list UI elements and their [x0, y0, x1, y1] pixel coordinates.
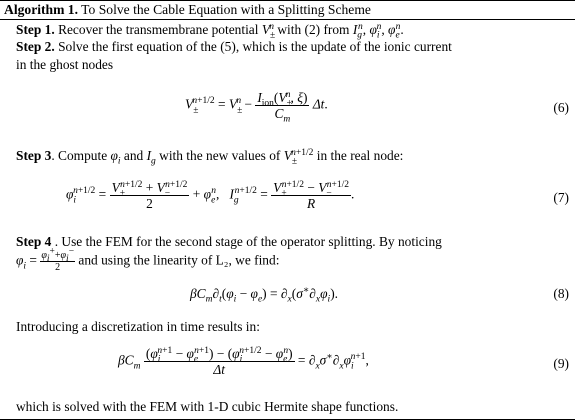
- equation-9: $\beta C_m$ $\frac{(\varphi_i^{n+1} - \varphi_e^{n+1}) - (\varphi_i^{n+1/2} - \varphi_e^n)}{\Delta t}$ = $\partial_x\sigma^∗\partial_x\varphi_i^{n+1}$,: [118, 345, 369, 377]
- eq7-number: (7): [553, 190, 569, 205]
- step2-line-b: [16, 56, 113, 73]
- equation-7: $\varphi_i^{n+1/2}$ = $\frac{V_+^{n+1/2} + V_-^{n+1/2}}{2}$ + $\varphi_e^n$, $I_g^{n+1/2}$ = $\frac{V_+^{n+1/2} - V_-^{n+1/2}}{R}$ .: [66, 179, 355, 211]
- equation-6: $V_\pm^{n+1/2} = V_\pm^n$ − $\frac{I_{ion}(V_\pm^n, \xi)}{C_m}$ Δt.: [185, 89, 328, 125]
- algorithm-title-text: To Solve the Cable Equation with a Splitting Scheme: [81, 2, 371, 17]
- step3-line: [16, 147, 404, 167]
- step3-text: . Compute $\varphi_i$ and $I_g$ with the new values of $V_\pm^{n+1/2}$ in the real node:: [51, 147, 404, 167]
- step1-text: Recover the transmembrane potential $V_\pm^n$ with (2) from $I_g^n$, $\varphi_i^n$, $\varphi_e^n$.: [58, 21, 404, 41]
- closing-text: which is solved with the FEM with 1-D cubic Hermite shape functions.: [16, 399, 399, 414]
- equation-8: $\beta C_m\partial_t(\varphi_i - \varphi_e) = \partial_x(\sigma^∗\partial_x\varphi_i)$.: [190, 285, 338, 305]
- discretization-line: [16, 318, 260, 335]
- step4-text-a: . Use the FEM for the second stage of the operator splitting. By noticing: [54, 234, 442, 249]
- eq8-number: (8): [553, 286, 569, 301]
- step2-text-a: Solve the first equation of the (5), which is the update of the ionic current: [58, 39, 452, 54]
- step2-line: [16, 38, 452, 55]
- step1-label: Step 1.: [16, 22, 55, 37]
- algorithm-label: Algorithm 1.: [4, 2, 79, 17]
- step4-label: Step 4: [16, 234, 52, 249]
- eq9-number: (9): [553, 356, 569, 371]
- eq6-number: (6): [553, 100, 569, 115]
- step4-line-b: $\varphi_i$ = $\frac{\varphi_i^++\varphi_i^-}{2}$ and using the linearity of L₂, we find:: [16, 246, 280, 273]
- algorithm-title: [4, 1, 371, 19]
- step2-text-b: in the ghost nodes: [16, 57, 114, 72]
- step1-line: [16, 21, 404, 41]
- step3-label: Step 3: [16, 148, 52, 163]
- step4-text-b: and using the linearity of L₂, we find:: [78, 252, 280, 268]
- discretization-text: Introducing a discretization in time results in:: [16, 319, 260, 334]
- title-rule: [0, 19, 575, 20]
- step2-label: Step 2.: [16, 39, 55, 54]
- step4-line: [16, 233, 442, 250]
- closing-line: [16, 398, 398, 415]
